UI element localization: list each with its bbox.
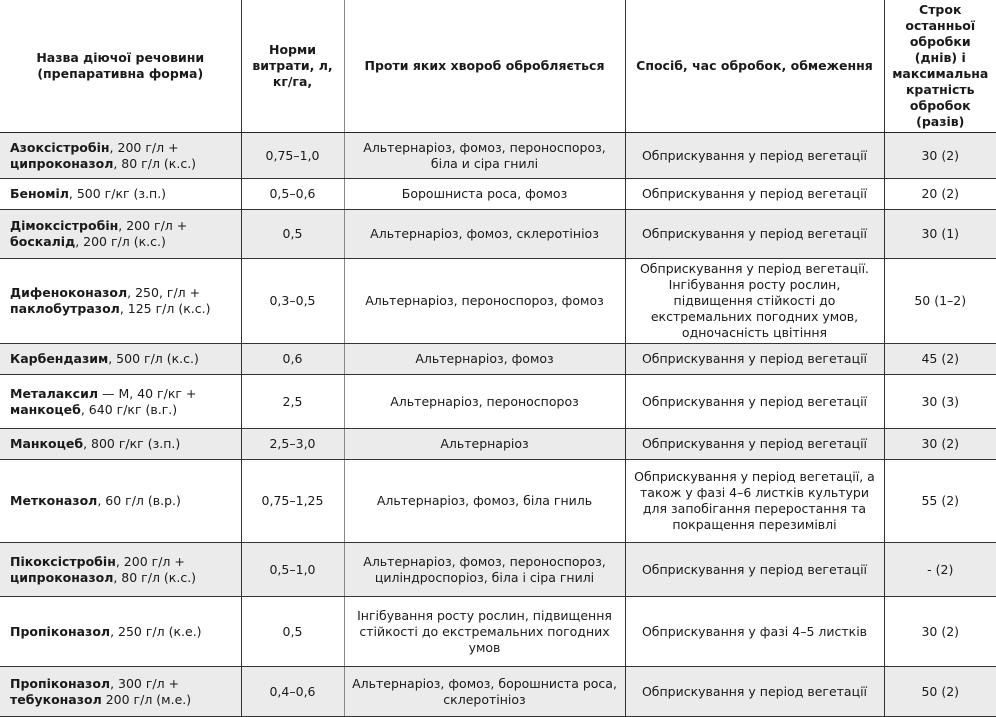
diseases-cell: Альтернаріоз, фомоз, пероноспороз, біла и сіра гнилі	[344, 133, 625, 179]
substance-1-name: Метконазол	[10, 493, 98, 508]
substance-1-name: Манкоцеб	[10, 436, 84, 451]
method-cell: Обприскування у період вегетації	[625, 179, 884, 210]
diseases-cell: Альтернаріоз, пероноспороз	[344, 375, 625, 429]
method-cell: Обприскування у період вегетації	[625, 543, 884, 597]
substance-cell	[0, 344, 241, 375]
rate-cell: 0,5	[241, 210, 344, 259]
method-cell: Обприскування у період вегетації. Інгібування росту рослин, підвищення стійкості до екстремальних погодних умов, одночасність цвітіння	[625, 259, 884, 344]
term-cell: 50 (1–2)	[884, 259, 996, 344]
substance-1-name: Азоксістробін	[10, 139, 110, 155]
table-row	[0, 543, 996, 597]
substance-1-name: Пропіконазол	[10, 623, 111, 639]
substance-cell	[0, 133, 241, 179]
diseases-cell: Альтернаріоз	[344, 429, 625, 460]
substance-2-detail: , 80 г/л (к.с.)	[113, 569, 197, 585]
rate-cell: 0,5–1,0	[241, 543, 344, 597]
substance-1-detail: , 800 г/кг (з.п.)	[83, 436, 181, 451]
method-cell: Обприскування у період вегетації	[625, 133, 884, 179]
substance-cell	[0, 460, 241, 543]
table-header-row	[0, 0, 996, 133]
rate-cell: 0,5–0,6	[241, 179, 344, 210]
substance-1-name: Беноміл	[10, 186, 69, 201]
method-cell: Обприскування у період вегетації	[625, 429, 884, 460]
substance-1-detail: , 300 г/л +	[110, 675, 180, 691]
term-cell: 30 (2)	[884, 597, 996, 667]
table-row	[0, 210, 996, 259]
table-row	[0, 460, 996, 543]
substance-1-detail: — М, 40 г/кг +	[98, 385, 197, 401]
term-cell: 55 (2)	[884, 460, 996, 543]
rate-cell: 0,4–0,6	[241, 667, 344, 717]
substance-1-detail: , 200 г/л +	[115, 553, 185, 569]
rate-cell: 0,75–1,25	[241, 460, 344, 543]
diseases-cell: Альтернаріоз, фомоз, пероноспороз, циліндроспоріоз, біла і сіра гнилі	[344, 543, 625, 597]
substance-1-name: Карбендазим	[10, 351, 109, 366]
substance-cell	[0, 543, 241, 597]
rate-cell: 0,75–1,0	[241, 133, 344, 179]
substance-1-name: Пікоксістробін	[10, 553, 116, 569]
substance-1-name: Металаксил	[10, 385, 98, 401]
rate-cell: 2,5	[241, 375, 344, 429]
term-cell: 30 (1)	[884, 210, 996, 259]
diseases-cell: Борошниста роса, фомоз	[344, 179, 625, 210]
substance-1-detail: , 250 г/л (к.е.)	[110, 623, 202, 639]
method-cell: Обприскування у період вегетації	[625, 375, 884, 429]
table-row	[0, 375, 996, 429]
term-cell: 30 (3)	[884, 375, 996, 429]
substance-cell	[0, 259, 241, 344]
term-cell: 50 (2)	[884, 667, 996, 717]
method-cell: Обприскування у період вегетації	[625, 210, 884, 259]
rate-cell: 0,3–0,5	[241, 259, 344, 344]
table-row	[0, 259, 996, 344]
rate-cell: 2,5–3,0	[241, 429, 344, 460]
header-diseases: Проти яких хвороб обробляється	[344, 0, 625, 133]
substance-cell	[0, 375, 241, 429]
header-rate: Норми витрати, л, кг/га,	[241, 0, 344, 133]
table-row	[0, 344, 996, 375]
header-substance: Назва діючої речовини (препаративна форма)	[0, 0, 241, 133]
substance-2-name: ципроконазол	[10, 155, 114, 171]
diseases-cell: Альтернаріоз, фомоз	[344, 344, 625, 375]
substance-2-detail: , 80 г/л (к.с.)	[113, 155, 197, 171]
substance-cell	[0, 210, 241, 259]
diseases-cell: Альтернаріоз, фомоз, борошниста роса, склеротініоз	[344, 667, 625, 717]
substance-1-detail: , 500 г/л (к.с.)	[108, 351, 199, 366]
substance-2-name: паклобутразол	[10, 301, 120, 316]
substance-2-detail: 200 г/л (м.е.)	[101, 691, 192, 707]
term-cell: - (2)	[884, 543, 996, 597]
diseases-cell: Альтернаріоз, пероноспороз, фомоз	[344, 259, 625, 344]
method-cell: Обприскування у період вегетації	[625, 667, 884, 717]
diseases-cell: Альтернаріоз, фомоз, біла гниль	[344, 460, 625, 543]
term-cell: 45 (2)	[884, 344, 996, 375]
term-cell: 30 (2)	[884, 133, 996, 179]
rate-cell: 0,5	[241, 597, 344, 667]
substance-1-name: Дифеноконазол	[10, 285, 128, 300]
substance-2-detail: , 125 г/л (к.с.)	[119, 301, 211, 316]
substance-1-detail: , 250, г/л +	[127, 285, 201, 300]
method-cell: Обприскування у фазі 4–5 листків	[625, 597, 884, 667]
substance-1-detail: , 200 г/л +	[118, 218, 188, 233]
substance-1-detail: , 60 г/л (в.р.)	[97, 493, 181, 508]
substance-1-name: Дімоксістробін	[10, 218, 119, 233]
substance-cell	[0, 597, 241, 667]
header-term: Строк останньої обробки (днів) і максимальна кратність обробок (разів)	[884, 0, 996, 133]
table-row	[0, 429, 996, 460]
substance-cell	[0, 667, 241, 717]
term-cell: 20 (2)	[884, 179, 996, 210]
table-row	[0, 667, 996, 717]
table-row	[0, 597, 996, 667]
substance-2-detail: , 200 г/л (к.с.)	[75, 234, 166, 249]
term-cell: 30 (2)	[884, 429, 996, 460]
substance-2-name: боскалід	[10, 234, 76, 249]
table-row	[0, 133, 996, 179]
rate-cell: 0,6	[241, 344, 344, 375]
substance-cell	[0, 429, 241, 460]
table-row	[0, 179, 996, 210]
diseases-cell: Інгібування росту рослин, підвищення стійкості до екстремальних погодних умов	[344, 597, 625, 667]
substance-1-name: Пропіконазол	[10, 675, 111, 691]
substance-1-detail: , 200 г/л +	[109, 139, 179, 155]
method-cell: Обприскування у період вегетації	[625, 344, 884, 375]
substance-2-name: ципроконазол	[10, 569, 114, 585]
substance-2-name: тебуконазол	[10, 691, 102, 707]
substance-2-name: манкоцеб	[10, 401, 81, 417]
substance-2-detail: , 640 г/кг (в.г.)	[80, 401, 178, 417]
substance-cell	[0, 179, 241, 210]
header-method: Спосіб, час обробок, обмеження	[625, 0, 884, 133]
substance-1-detail: , 500 г/кг (з.п.)	[68, 186, 167, 201]
diseases-cell: Альтернаріоз, фомоз, склеротініоз	[344, 210, 625, 259]
method-cell: Обприскування у період вегетації, а також у фазі 4–6 листків культури для запобігання переростання та покращення перезимівлі	[625, 460, 884, 543]
